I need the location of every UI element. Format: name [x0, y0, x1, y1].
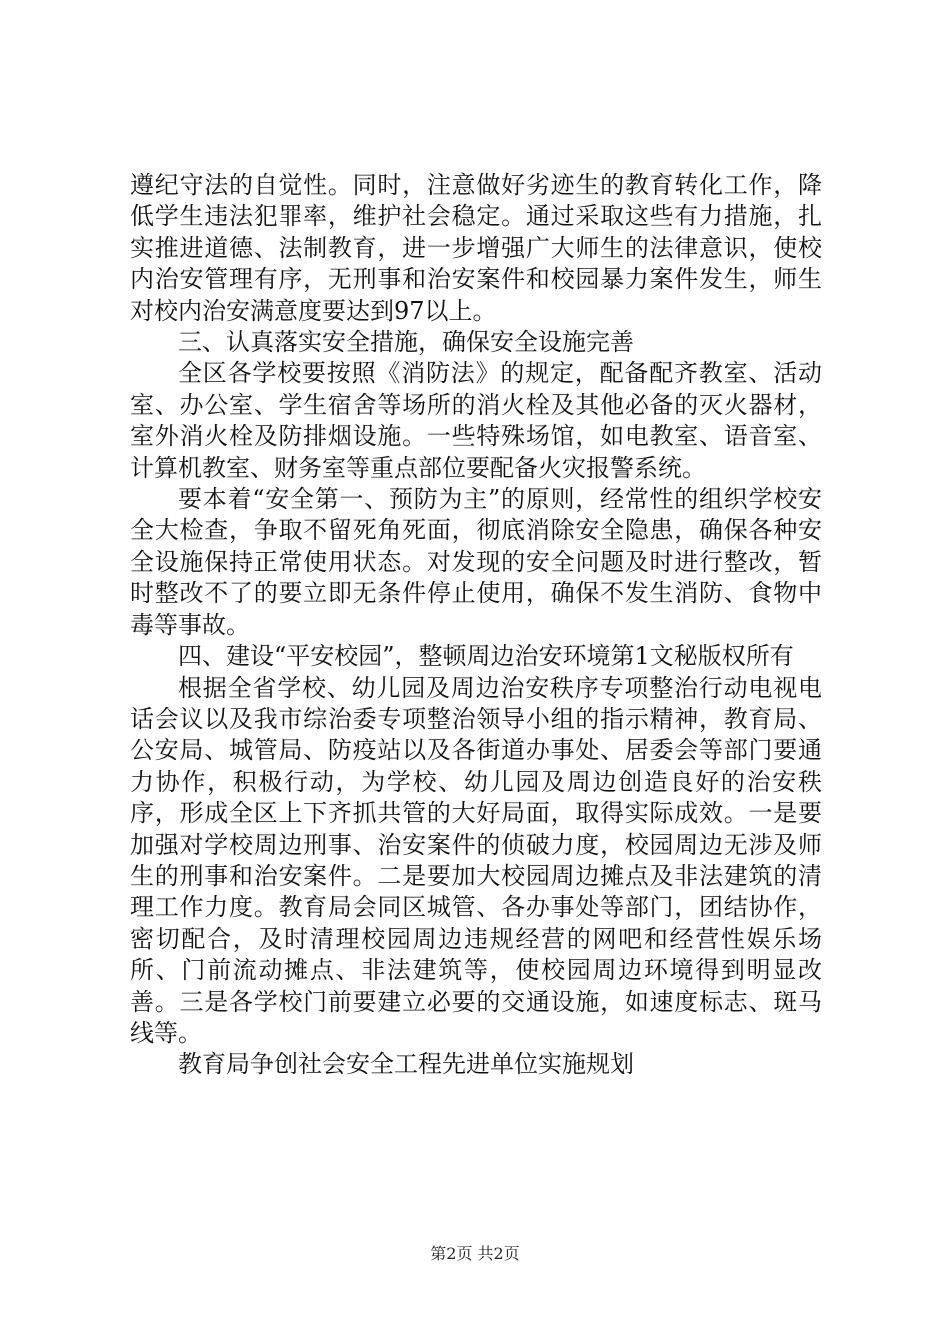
section-heading-4: 四、建设“平安校园”，整顿周边治安环境第1文秘版权所有 — [178, 642, 794, 671]
page-number-label: 第2页 共2页 — [430, 1244, 520, 1263]
section-heading-3: 三、认真落实安全措施，确保安全设施完善 — [178, 328, 634, 357]
document-title-line: 教育局争创社会安全工程先进单位实施规划 — [178, 1050, 634, 1079]
paragraph: 要本着“安全第一、预防为主”的原则，经常性的组织学校安全大检查，争取不留死角死面，彻底消除安全隐患，确保各种安全设施保持正常使用状态。对发现的安全问题及时进行整改，暂时整改不了的要立即无条件停止使用，确保不发生消防、食物中毒等事故。 — [130, 485, 822, 639]
paragraph: 全区各学校要按照《消防法》的规定，配备配齐教室、活动室、办公室、学生宿舍等场所的消火栓及其他必备的灭火器材，室外消火栓及防排烟设施。一些特殊场馆，如电教室、语音室、计算机教室、财务室等重点部位要配备火灾报警系统。 — [130, 359, 822, 482]
document-body — [130, 170, 822, 1081]
paragraph: 根据全省学校、幼儿园及周边治安秩序专项整治行动电视电话会议以及我市综治委专项整治领导小组的指示精神，教育局、公安局、城管局、防疫站以及各街道办事处、居委会等部门要通力协作，积极行动，为学校、幼儿园及周边创造良好的治安秩序，形成全区上下齐抓共管的大好局面，取得实际成效。一是要加强对学校周边刑事、治安案件的侦破力度，校园周边无涉及师生的刑事和治安案件。二是要加大校园周边摊点及非法建筑的清理工作力度。教育局会同区城管、各办事处等部门，团结协作，密切配合，及时清理校园周边违规经营的网吧和经营性娱乐场所、门前流动摊点、非法建筑等，使校园周边环境得到明显改善。三是各学校门前要建立必要的交通设施，如速度标志、斑马线等。 — [130, 673, 822, 1047]
page-footer — [0, 1244, 950, 1264]
paragraph-continuation: 遵纪守法的自觉性。同时，注意做好劣迹生的教育转化工作，降低学生违法犯罪率，维护社会稳定。通过采取这些有力措施，扎实推进道德、法制教育，进一步增强广大师生的法律意识，使校内治安管理有序，无刑事和治安案件和校园暴力案件发生，师生对校内治安满意度要达到97以上。 — [130, 171, 822, 325]
